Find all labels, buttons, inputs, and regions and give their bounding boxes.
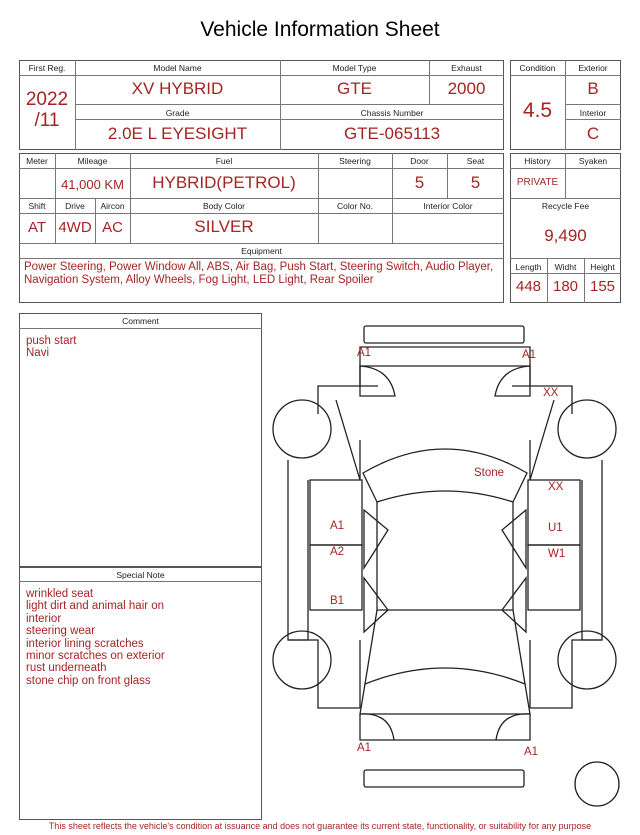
door-label: Door <box>410 156 429 166</box>
interior-color-label: Interior Color <box>423 201 473 211</box>
syaken-label: Syaken <box>578 156 608 166</box>
front-left-wheel <box>273 400 331 458</box>
hood <box>360 347 530 366</box>
first-reg-month: /11 <box>34 110 60 131</box>
left-body-side <box>288 460 308 640</box>
condition-score: 4.5 <box>522 99 553 122</box>
seat-label: Seat <box>466 156 485 166</box>
comment-line: push start <box>26 335 77 347</box>
special-note-line: steering wear <box>26 625 96 637</box>
special-note-line: rust underneath <box>26 662 107 674</box>
damage-mark: A1 <box>522 349 537 361</box>
aircon-label: Aircon <box>100 201 125 211</box>
comment-box <box>19 313 262 567</box>
fuel-value: HYBRID(PETROL) <box>152 173 296 192</box>
damage-mark: A1 <box>357 347 372 359</box>
body-color-value: SILVER <box>194 217 254 236</box>
mileage-label: Mileage <box>77 156 108 166</box>
page-title: Vehicle Information Sheet <box>200 18 440 41</box>
exhaust-label: Exhaust <box>451 63 482 73</box>
model-type-label: Model Type <box>332 63 377 73</box>
color-no-label: Color No. <box>337 201 373 211</box>
length-label: Length <box>515 262 542 272</box>
history-label: History <box>524 156 551 166</box>
grade-label: Grade <box>165 108 190 118</box>
damage-mark: B1 <box>330 595 345 607</box>
damage-mark: XX <box>548 481 564 493</box>
damage-mark: A1 <box>524 746 539 758</box>
seat-value: 5 <box>470 173 481 192</box>
fuel-label: Fuel <box>215 156 233 166</box>
exhaust-value: 2000 <box>447 79 486 98</box>
trunk <box>360 684 530 714</box>
special-note-line: minor scratches on exterior <box>26 650 165 662</box>
special-note-label: Special Note <box>116 570 165 580</box>
comment-line: Navi <box>26 347 50 359</box>
rear-bumper <box>364 770 524 787</box>
length-value: 448 <box>515 278 542 295</box>
width-value: 180 <box>552 278 579 295</box>
drive-value: 4WD <box>58 219 92 236</box>
special-note-line: interior <box>26 613 62 625</box>
body-color-label: Body Color <box>202 201 246 211</box>
interior-label: Interior <box>579 108 607 118</box>
equipment-label: Equipment <box>241 246 282 256</box>
special-note-line: light dirt and animal hair on <box>26 600 165 612</box>
steering-label: Steering <box>339 156 371 166</box>
car-diagram <box>268 310 623 820</box>
damage-mark: Stone <box>474 467 505 479</box>
special-note-line: interior lining scratches <box>26 638 144 650</box>
grade-value: 2.0E L EYESIGHT <box>107 124 248 143</box>
damage-mark: W1 <box>548 548 566 560</box>
condition-label: Condition <box>519 63 556 73</box>
exterior-grade: B <box>587 79 599 98</box>
height-value: 155 <box>589 278 616 295</box>
front-right-wheel <box>558 400 616 458</box>
width-label: Widht <box>554 262 577 272</box>
aircon-value: AC <box>102 219 123 236</box>
roof <box>377 502 513 610</box>
damage-mark: A1 <box>357 742 372 754</box>
door-value: 5 <box>414 173 425 192</box>
special-note-line: stone chip on front glass <box>26 675 151 687</box>
first-reg-year: 2022 <box>25 89 69 110</box>
model-name-label: Model Name <box>153 63 202 73</box>
damage-mark: A2 <box>330 546 345 558</box>
first-reg-label: First Reg. <box>28 63 66 73</box>
mileage-value: 41,000 KM <box>61 177 124 192</box>
model-type-value: GTE <box>337 79 372 98</box>
chassis-number-value: GTE-065113 <box>343 124 441 143</box>
recycle-fee-value: 9,490 <box>544 226 587 245</box>
history-value: PRIVATE <box>516 177 559 188</box>
disclaimer-footer: This sheet reflects the vehicle's condition at issuance and does not guarantee its current state, functionality, or suitability for any purpose <box>48 821 592 831</box>
exterior-label: Exterior <box>578 63 608 73</box>
damage-mark: XX <box>543 387 559 399</box>
rear-window <box>365 610 525 684</box>
damage-mark: U1 <box>548 522 563 534</box>
interior-grade: C <box>586 124 600 143</box>
meter-label: Meter <box>26 156 48 166</box>
shift-value: AT <box>27 219 47 236</box>
front-bumper <box>364 326 524 343</box>
height-label: Height <box>590 262 615 272</box>
special-note-line: wrinkled seat <box>26 588 94 600</box>
chassis-number-label: Chassis Number <box>360 108 424 118</box>
spare-tire <box>575 762 619 806</box>
model-name-value: XV HYBRID <box>131 79 224 98</box>
damage-mark: A1 <box>330 520 345 532</box>
left-door-front <box>310 480 362 545</box>
comment-label: Comment <box>122 316 159 326</box>
drive-label: Drive <box>65 201 85 211</box>
right-body-side <box>582 460 602 640</box>
recycle-fee-label: Recycle Fee <box>541 201 590 211</box>
shift-label: Shift <box>28 201 46 211</box>
equipment-list: Power Steering, Power Window All, ABS, Air Bag, Push Start, Steering Switch, Audio Player, Navigation System, Alloy Wheels, Fog Light, LED Light, Rear Spoiler <box>24 261 494 286</box>
